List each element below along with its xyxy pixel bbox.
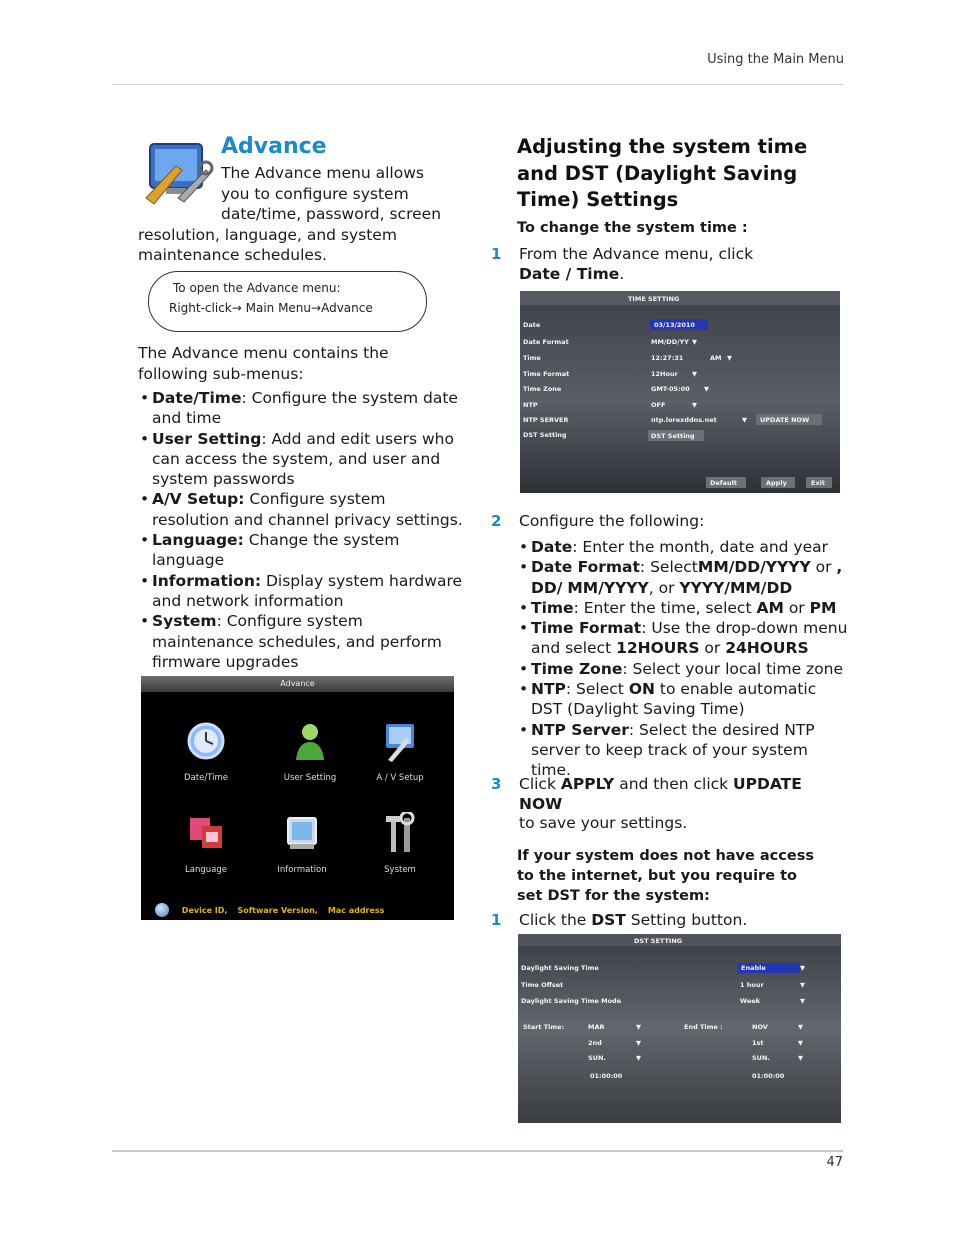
header-rule	[112, 84, 843, 85]
svg-text:NTP: NTP	[523, 401, 538, 409]
svg-text:▼: ▼	[798, 1039, 803, 1047]
svg-text:▼: ▼	[727, 354, 732, 362]
list-item: • Time Zone: Select your local time zone	[519, 659, 849, 679]
svg-text:Exit: Exit	[811, 479, 825, 487]
svg-text:▼: ▼	[636, 1039, 641, 1047]
svg-text:Start Time:: Start Time:	[523, 1023, 565, 1031]
svg-text:▼: ▼	[692, 338, 697, 346]
list-item: • Information: Display system hardware and network information	[138, 571, 466, 612]
svg-text:SUN.: SUN.	[752, 1054, 770, 1062]
svg-text:01:00:00: 01:00:00	[752, 1072, 785, 1080]
dst-screen-title: DST SETTING	[634, 937, 683, 945]
svg-text:Date Format: Date Format	[523, 338, 569, 346]
configure-list	[519, 537, 849, 781]
tile-date-time: Date/Time	[161, 720, 251, 783]
list-item: • Date Format: SelectMM/DD/YYYY or , DD/ MM/YYYY, or YYYY/MM/DD	[519, 557, 849, 598]
dst-setting-screenshot	[518, 934, 841, 1123]
time-setting-screenshot	[520, 291, 840, 493]
svg-text:▼: ▼	[636, 1023, 641, 1031]
svg-text:DST Setting: DST Setting	[651, 432, 695, 440]
svg-text:▼: ▼	[704, 385, 709, 393]
tile-information: Information	[257, 812, 347, 875]
svg-text:▼: ▼	[692, 401, 697, 409]
tile-user-setting: User Setting	[265, 720, 355, 783]
svg-text:▼: ▼	[636, 1054, 641, 1062]
av-setup-icon	[380, 720, 420, 762]
open-advance-callout: To open the Advance menu: Right-click→ Main Menu→Advance	[148, 271, 427, 332]
list-item: • Time: Enter the time, select AM or PM	[519, 598, 849, 618]
svg-text:GMT-05:00: GMT-05:00	[651, 385, 690, 393]
advance-screen-title: Advance	[141, 676, 454, 692]
tile-system: System	[355, 812, 445, 875]
svg-text:03/13/2010: 03/13/2010	[654, 321, 695, 329]
step-3: 3 Click APPLY and then click UPDATE NOW to save your settings.	[491, 775, 802, 832]
svg-text:Apply: Apply	[766, 479, 787, 487]
tile-av-setup: A / V Setup	[355, 720, 445, 783]
svg-text:▼: ▼	[798, 1054, 803, 1062]
svg-text:NTP SERVER: NTP SERVER	[523, 416, 569, 424]
svg-text:1st: 1st	[752, 1039, 764, 1047]
svg-text:12:27:31: 12:27:31	[651, 354, 684, 362]
svg-text:▼: ▼	[800, 997, 805, 1005]
list-item: • NTP: Select ON to enable automatic DST (Daylight Saving Time)	[519, 679, 849, 720]
svg-text:OFF: OFF	[651, 401, 666, 409]
running-head: Using the Main Menu	[707, 52, 844, 67]
list-item: • User Setting: Add and edit users who can access the system, and user and system passwords	[138, 429, 466, 490]
tile-language: Language	[161, 812, 251, 875]
svg-text:UPDATE NOW: UPDATE NOW	[760, 416, 810, 424]
svg-text:Time Zone: Time Zone	[523, 385, 562, 393]
language-icon	[186, 812, 226, 854]
list-item: • Language: Change the system language	[138, 530, 466, 571]
svg-text:End Time :: End Time :	[684, 1023, 723, 1031]
page-number: 47	[826, 1155, 843, 1170]
svg-text:MAR: MAR	[588, 1023, 605, 1031]
svg-text:▼: ▼	[742, 416, 747, 424]
advance-title: Advance	[221, 134, 327, 159]
svg-text:01:00:00: 01:00:00	[590, 1072, 623, 1080]
list-item: • A/V Setup: Configure system resolution and channel privacy settings.	[138, 489, 466, 530]
advance-intro: The Advance menu allows you to configure system date/time, password, screen resolution, language, and system maintenance schedules.	[138, 164, 442, 264]
svg-text:Time: Time	[523, 354, 541, 362]
svg-text:▼: ▼	[800, 964, 805, 972]
svg-text:Enable: Enable	[741, 964, 766, 972]
list-item: • NTP Server: Select the desired NTP server to keep track of your system time.	[519, 720, 849, 781]
globe-icon	[155, 903, 169, 917]
step-1: 1 From the Advance menu, click Date / Time.	[491, 245, 754, 283]
svg-text:▼: ▼	[692, 370, 697, 378]
svg-text:Daylight Saving Time Mode: Daylight Saving Time Mode	[521, 997, 622, 1005]
svg-text:ntp.lorexddns.net: ntp.lorexddns.net	[651, 416, 717, 424]
tools-icon	[380, 812, 420, 854]
svg-text:MM/DD/YY: MM/DD/YY	[651, 338, 689, 346]
clock-icon	[186, 720, 226, 762]
submenu-list	[138, 388, 466, 672]
svg-text:Time Format: Time Format	[523, 370, 570, 378]
svg-text:Date: Date	[523, 321, 541, 329]
svg-text:SUN.: SUN.	[588, 1054, 606, 1062]
submenus-intro: The Advance menu contains the following sub-menus:	[138, 344, 389, 383]
dst-note: If your system does not have access to the internet, but you require to set DST for the system:	[517, 848, 814, 904]
step-2: 2 Configure the following:	[491, 512, 705, 530]
svg-text:Daylight Saving Time: Daylight Saving Time	[521, 964, 599, 972]
svg-text:1 hour: 1 hour	[740, 981, 764, 989]
list-item: • Time Format: Use the drop-down menu and select 12HOURS or 24HOURS	[519, 618, 849, 659]
svg-text:Week: Week	[740, 997, 761, 1005]
time-screen-title: TIME SETTING	[628, 295, 680, 303]
svg-text:AM: AM	[710, 354, 722, 362]
advance-screen-footer: Device ID, Software Version, Mac address	[145, 903, 384, 917]
advance-menu-screenshot	[141, 676, 454, 920]
svg-text:Time Offset: Time Offset	[521, 981, 564, 989]
procedure-heading: To change the system time :	[517, 220, 748, 236]
list-item: • System: Configure system maintenance schedules, and perform firmware upgrades	[138, 611, 466, 672]
svg-text:NOV: NOV	[752, 1023, 768, 1031]
list-item: • Date: Enter the month, date and year	[519, 537, 849, 557]
user-icon	[290, 720, 330, 762]
svg-text:▼: ▼	[800, 981, 805, 989]
svg-text:DST Setting: DST Setting	[523, 431, 567, 439]
svg-text:12Hour: 12Hour	[651, 370, 678, 378]
footer-rule	[112, 1150, 843, 1152]
dst-step-1: 1 Click the DST Setting button.	[491, 911, 748, 929]
svg-text:Default: Default	[710, 479, 737, 487]
svg-text:2nd: 2nd	[588, 1039, 602, 1047]
list-item: • Date/Time: Configure the system date and time	[138, 388, 466, 429]
section-title: Adjusting the system time and DST (Daylight Saving Time) Settings	[517, 135, 808, 211]
svg-text:▼: ▼	[798, 1023, 803, 1031]
information-icon	[282, 812, 322, 854]
